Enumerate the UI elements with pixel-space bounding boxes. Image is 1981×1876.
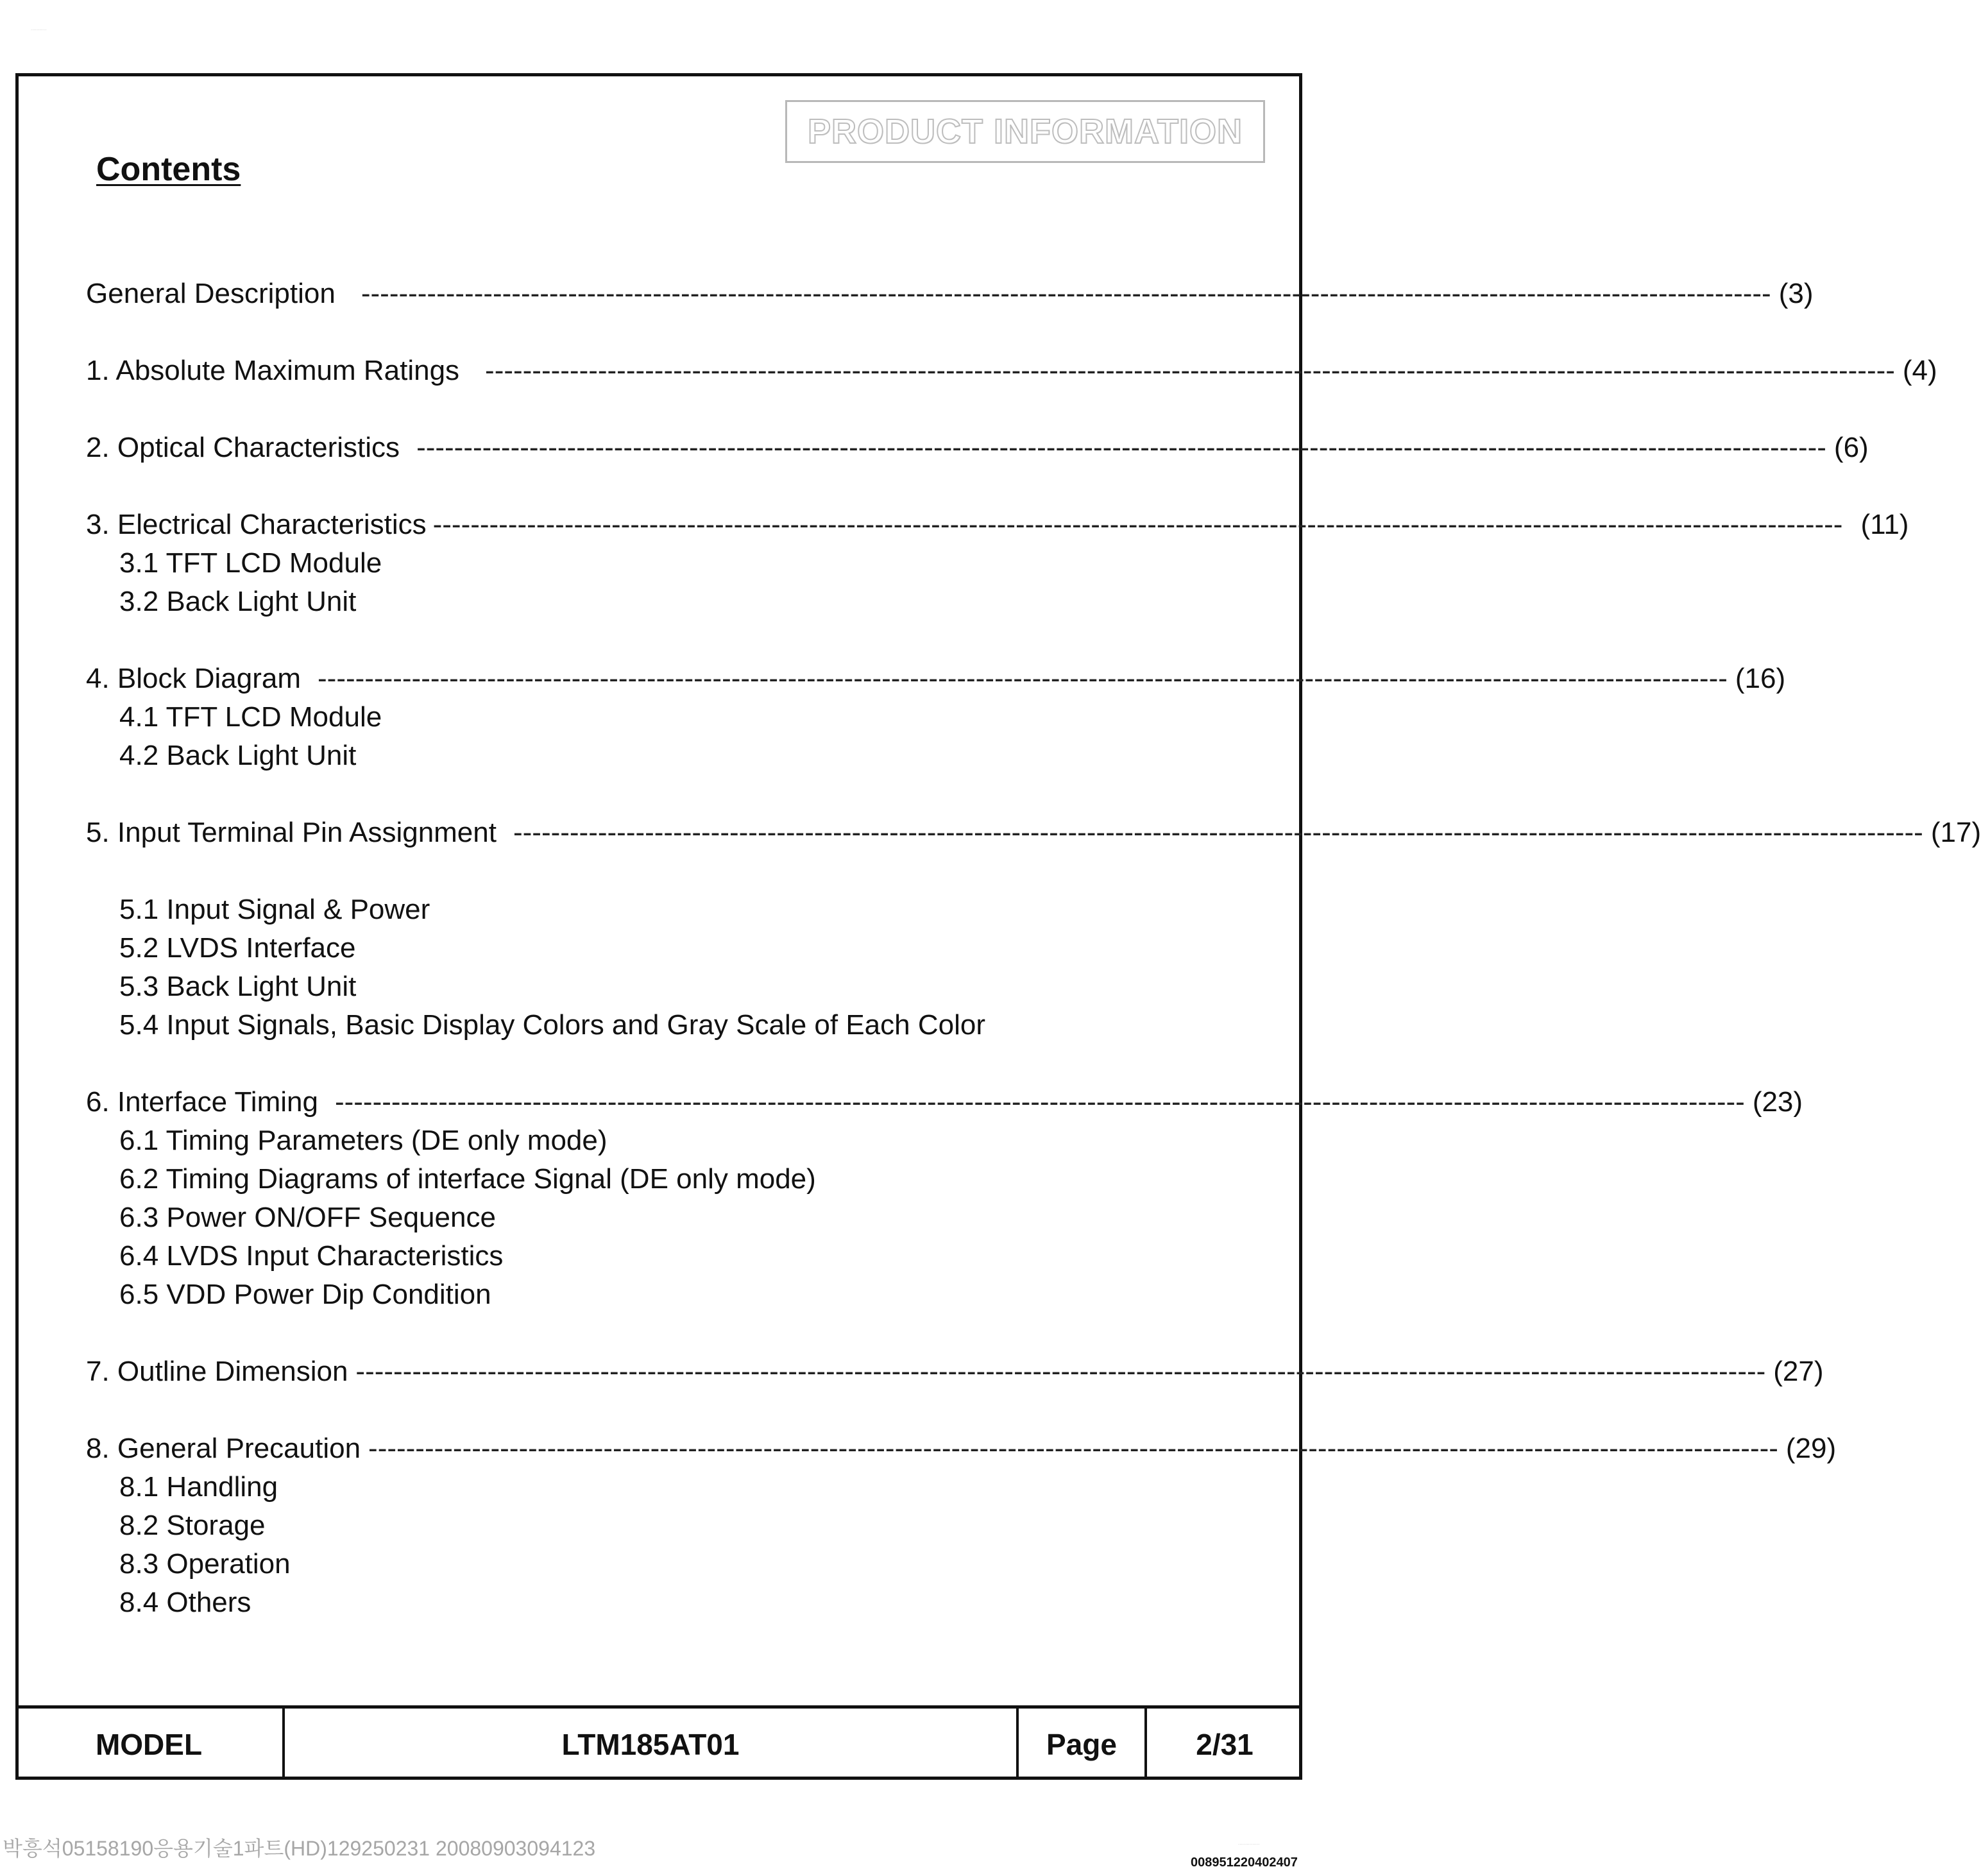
toc-subentry[interactable]: 5.3 Back Light Unit <box>119 971 357 1002</box>
toc-entry-label: 4. Block Diagram <box>86 663 302 694</box>
toc-page-number: (16) <box>1735 663 1786 694</box>
document-number: 008951220402407 <box>1191 1855 1298 1870</box>
toc-page-number: (17) <box>1930 817 1981 848</box>
toc-dot-leader: ------------------------------------------------------------------------------------------------------------------------------------------------------ <box>334 1086 1745 1118</box>
toc-entry-general-precaution[interactable] <box>86 1433 1837 1464</box>
toc-entry-label: General Description <box>86 278 336 309</box>
toc-entry-outline-dimension[interactable] <box>86 1356 1824 1387</box>
stamp-text: PRODUCT INFORMATION <box>808 112 1243 151</box>
toc-entry-label: 7. Outline Dimension <box>86 1356 348 1387</box>
toc-dot-leader: ------------------------------------------------------------------------------------------------------------------------------------------------------ <box>416 432 1826 463</box>
toc-entry-absolute-maximum-ratings[interactable] <box>86 355 1937 386</box>
toc-subentry[interactable]: 5.1 Input Signal & Power <box>119 894 430 925</box>
toc-subentry[interactable]: 8.1 Handling <box>119 1471 278 1503</box>
toc-entry-electrical-characteristics[interactable] <box>86 509 1909 540</box>
product-information-stamp <box>785 100 1265 163</box>
corner-mark-right: ............... <box>1238 1840 1260 1846</box>
toc-dot-leader: ------------------------------------------------------------------------------------------------------------------------------------------------------ <box>432 509 1843 540</box>
toc-entry-label: 3. Electrical Characteristics <box>86 509 427 540</box>
toc-subentry[interactable]: 8.4 Others <box>119 1587 251 1618</box>
toc-subentry[interactable]: 6.2 Timing Diagrams of interface Signal (DE only mode) <box>119 1163 816 1195</box>
toc-page-number: (23) <box>1752 1086 1803 1118</box>
toc-subentry[interactable]: 5.2 LVDS Interface <box>119 932 356 964</box>
toc-subentry[interactable]: 8.3 Operation <box>119 1548 291 1580</box>
print-watermark: 박흥석05158190응용기술1파트(HD)129250231 20080903094123 <box>3 1837 596 1860</box>
page-title: Contents <box>96 151 241 188</box>
toc-subentry[interactable]: 4.1 TFT LCD Module <box>119 701 382 733</box>
toc-subentry[interactable]: 6.1 Timing Parameters (DE only mode) <box>119 1125 608 1156</box>
toc-entry-optical-characteristics[interactable] <box>86 432 1869 463</box>
toc-dot-leader: ------------------------------------------------------------------------------------------------------------------------------------------------------ <box>368 1433 1778 1464</box>
footer-page-label: Page <box>1019 1709 1147 1780</box>
toc-entry-block-diagram[interactable] <box>86 663 1786 694</box>
footer-model-value: LTM185AT01 <box>285 1709 1019 1780</box>
toc-page-number: (3) <box>1778 278 1814 309</box>
toc-entry-label: 6. Interface Timing <box>86 1086 318 1118</box>
toc-entry-label: 5. Input Terminal Pin Assignment <box>86 817 497 848</box>
footer-page-value: 2/31 <box>1196 1727 1254 1761</box>
toc-dot-leader: ------------------------------------------------------------------------------------------------------------------------------------------------------ <box>355 1356 1766 1387</box>
toc-subentry[interactable]: 4.2 Back Light Unit <box>119 740 357 771</box>
toc-dot-leader: ------------------------------------------------------------------------------------------------------------------------------------------------------ <box>485 355 1895 386</box>
footer-model-label: MODEL <box>15 1709 285 1780</box>
toc-dot-leader: ------------------------------------------------------------------------------------------------------------------------------------------------------ <box>513 817 1923 848</box>
toc-entry-input-terminal-pin-assignment[interactable] <box>86 817 1981 848</box>
toc-page-number: (29) <box>1785 1433 1837 1464</box>
toc-subentry[interactable]: 8.2 Storage <box>119 1510 266 1541</box>
toc-dot-leader: ------------------------------------------------------------------------------------------------------------------------------------------------------ <box>361 278 1771 309</box>
toc-subentry[interactable]: 3.1 TFT LCD Module <box>119 547 382 579</box>
toc-entry-general-description[interactable] <box>86 278 1814 309</box>
toc-subentry[interactable]: 3.2 Back Light Unit <box>119 586 357 617</box>
toc-page-number: (6) <box>1833 432 1869 463</box>
toc-subentry[interactable]: 6.4 LVDS Input Characteristics <box>119 1240 504 1272</box>
toc-page-number: (27) <box>1773 1356 1824 1387</box>
footer-table <box>15 1705 1302 1780</box>
toc-entry-interface-timing[interactable] <box>86 1086 1803 1118</box>
toc-entry-label: 8. General Precaution <box>86 1433 361 1464</box>
toc-entry-label: 1. Absolute Maximum Ratings <box>86 355 460 386</box>
toc-dot-leader: ------------------------------------------------------------------------------------------------------------------------------------------------------ <box>318 663 1728 694</box>
toc-subentry[interactable]: 5.4 Input Signals, Basic Display Colors and Gray Scale of Each Color <box>119 1009 985 1041</box>
toc-entry-label: 2. Optical Characteristics <box>86 432 400 463</box>
toc-subentry[interactable]: 6.5 VDD Power Dip Condition <box>119 1279 491 1310</box>
corner-mark: ........... <box>31 26 47 31</box>
toc-page-number: (4) <box>1902 355 1937 386</box>
toc-page-number: (11) <box>1860 509 1909 540</box>
toc-subentry[interactable]: 6.3 Power ON/OFF Sequence <box>119 1202 496 1233</box>
